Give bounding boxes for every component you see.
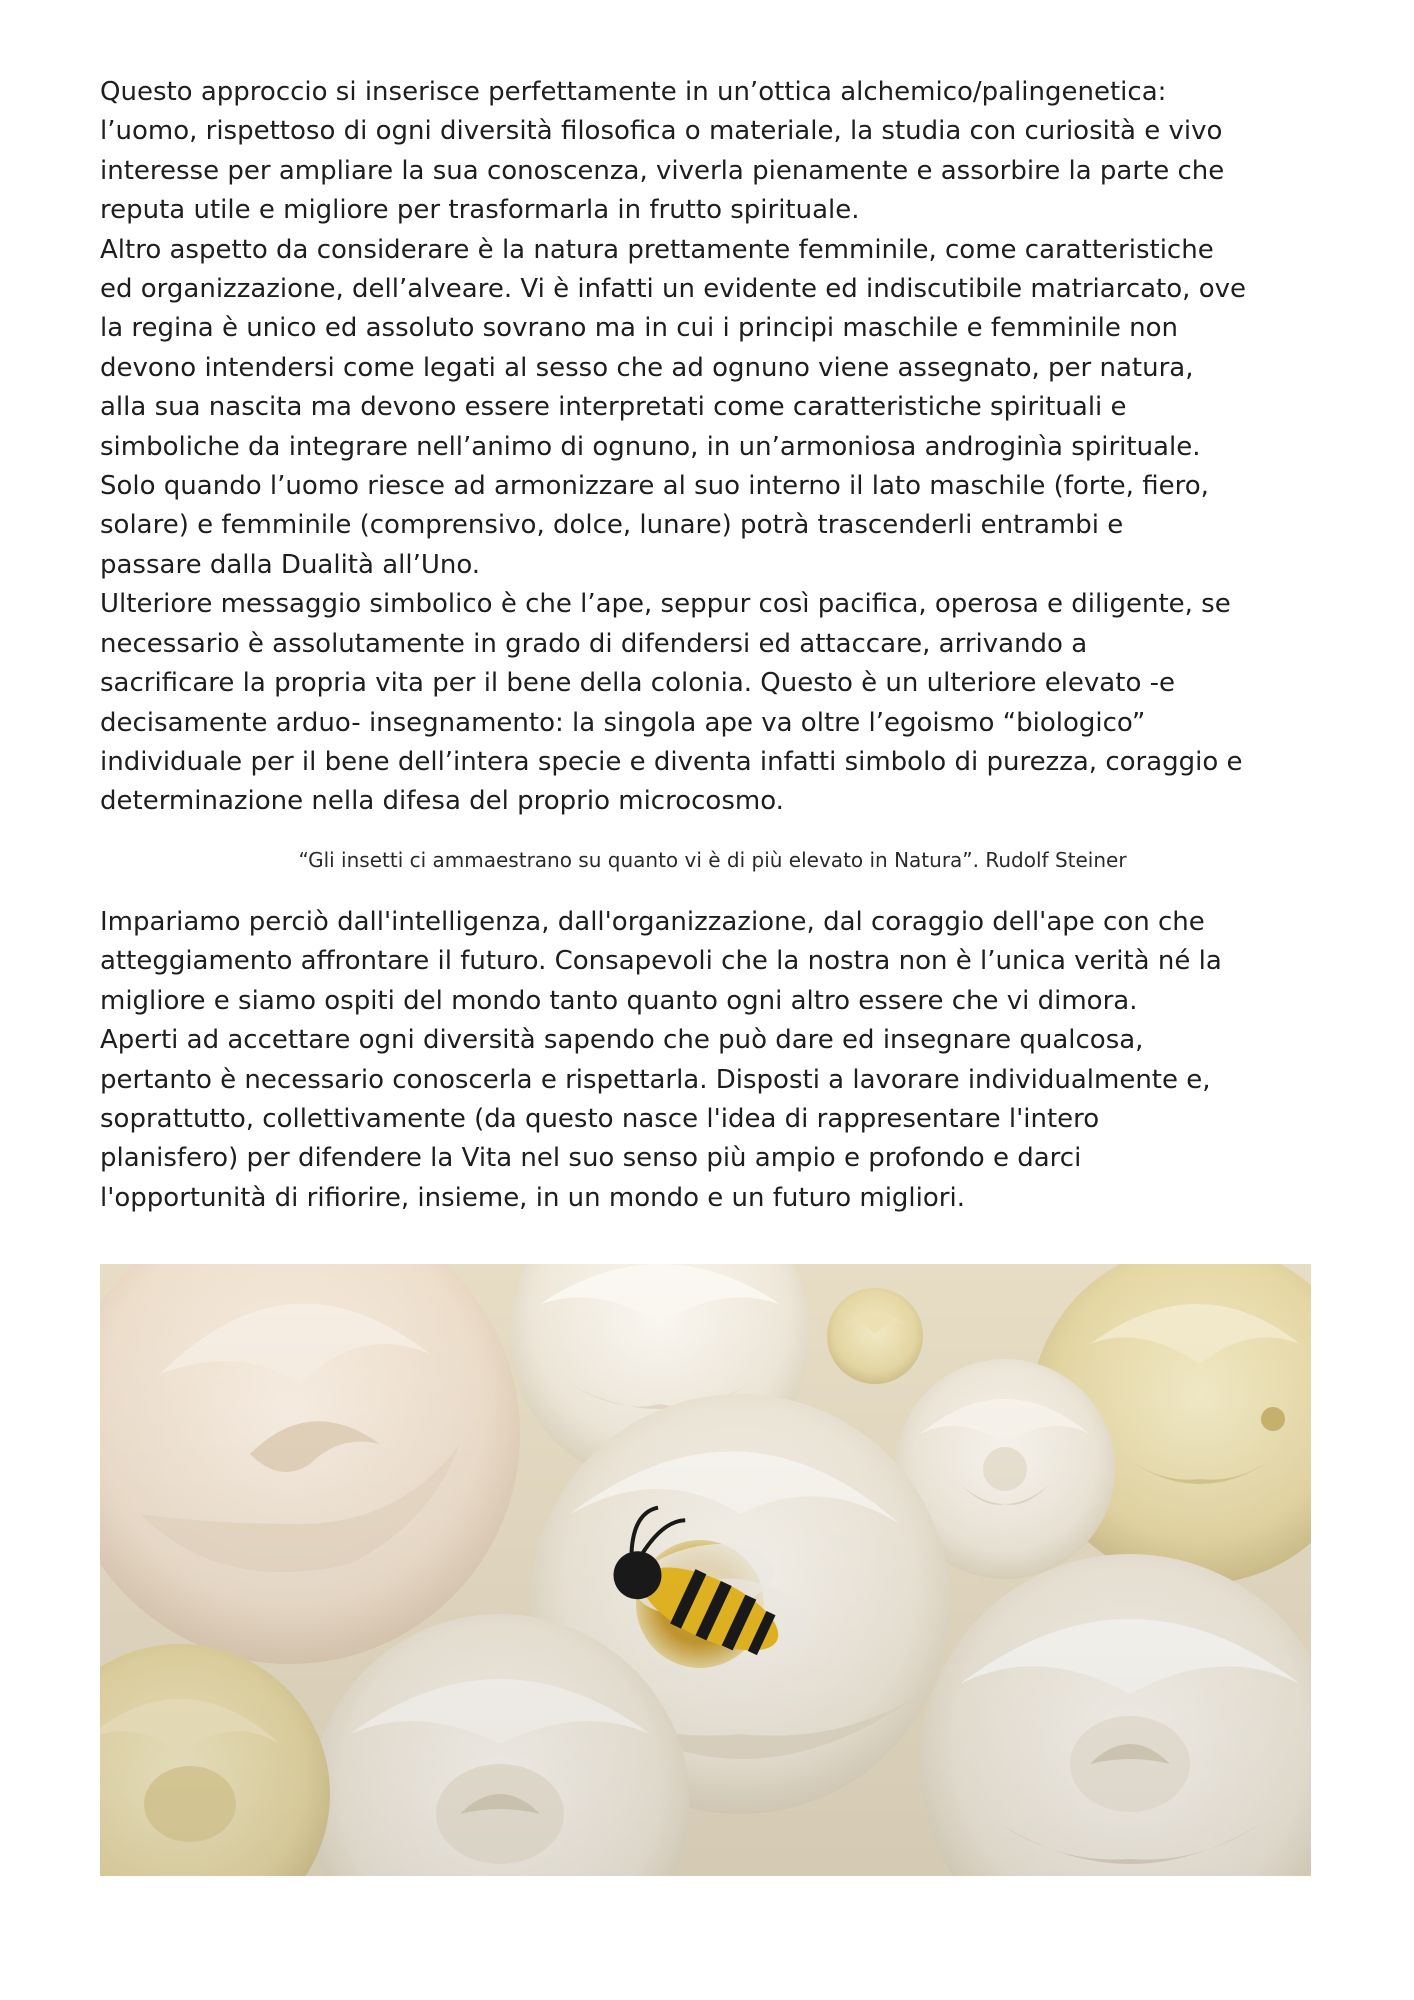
- text-line: Impariamo perciò dall'intelligenza, dall'organizzazione, dal coraggio dell'ape con che: [100, 907, 1205, 937]
- text-line: Ulteriore messaggio simbolico è che l’ape, seppur così pacifica, operosa e diligente, se: [100, 589, 1231, 620]
- text-line: migliore e siamo ospiti del mondo tanto quanto ogni altro essere che vi dimora.: [100, 985, 1138, 1016]
- text-line: reputa utile e migliore per trasformarla in frutto spirituale.: [100, 195, 860, 226]
- text-line: planisfero) per difendere la Vita nel suo senso più ampio e profondo e darci: [100, 1143, 1082, 1174]
- photo-illustration: [100, 1264, 1311, 1876]
- text-line: solare) e femminile (comprensivo, dolce, lunare) potrà trascenderli entrambi e: [100, 510, 1124, 541]
- text-line: determinazione nella difesa del proprio microcosmo.: [100, 786, 784, 817]
- text-line: devono intendersi come legati al sesso che ad ognuno viene assegnato, per natura,: [100, 352, 1194, 383]
- text-line: Questo approccio si inserisce perfettamente in un’ottica alchemico/palingenetica:: [100, 77, 1167, 107]
- text-line: soprattutto, collettivamente (da questo nasce l'idea di rappresentare l'intero: [100, 1104, 1100, 1135]
- body-text-block: [100, 903, 1325, 1218]
- text-line: alla sua nascita ma devono essere interpretati come caratteristiche spirituali e: [100, 392, 1127, 423]
- paper-roses-bee-photo: [100, 1264, 1311, 1876]
- text-line: individuale per il bene dell’intera specie e diventa infatti simbolo di purezza, coraggio e: [100, 746, 1243, 777]
- text-line: ed organizzazione, dell’alveare. Vi è infatti un evidente ed indiscutibile matriarcato, ove: [100, 274, 1246, 305]
- text-line: simboliche da integrare nell’animo di ognuno, in un’armoniosa androginìa spirituale.: [100, 431, 1201, 462]
- text-line: sacrificare la propria vita per il bene della colonia. Questo è un ulteriore elevato -e: [100, 668, 1175, 699]
- steiner-quote: “Gli insetti ci ammaestrano su quanto vi è di più elevato in Natura”. Rudolf Steiner: [298, 848, 1127, 872]
- text-line: l'opportunità di rifiorire, insieme, in un mondo e un futuro migliori.: [100, 1182, 965, 1213]
- text-line: pertanto è necessario conoscerla e rispettarla. Disposti a lavorare individualmente e,: [100, 1064, 1211, 1095]
- text-line: atteggiamento affrontare il futuro. Consapevoli che la nostra non è l’unica verità né la: [100, 946, 1222, 977]
- text-line: Aperti ad accettare ogni diversità sapendo che può dare ed insegnare qualcosa,: [100, 1025, 1144, 1056]
- body-text-block: [100, 73, 1325, 822]
- text-line: interesse per ampliare la sua conoscenza, viverla pienamente e assorbire la parte che: [100, 155, 1225, 186]
- text-line: Altro aspetto da considerare è la natura prettamente femminile, come caratteristiche: [100, 234, 1214, 265]
- text-line: la regina è unico ed assoluto sovrano ma in cui i principi maschile e femminile non: [100, 313, 1178, 344]
- text-line: passare dalla Dualità all’Uno.: [100, 549, 481, 580]
- text-line: necessario è assolutamente in grado di difendersi ed attaccare, arrivando a: [100, 628, 1088, 659]
- text-line: l’uomo, rispettoso di ogni diversità filosofica o materiale, la studia con curiosità e vivo: [100, 116, 1223, 147]
- text-line: decisamente arduo- insegnamento: la singola ape va oltre l’egoismo “biologico”: [100, 707, 1146, 738]
- text-line: Solo quando l’uomo riesce ad armonizzare al suo interno il lato maschile (forte, fiero,: [100, 471, 1209, 502]
